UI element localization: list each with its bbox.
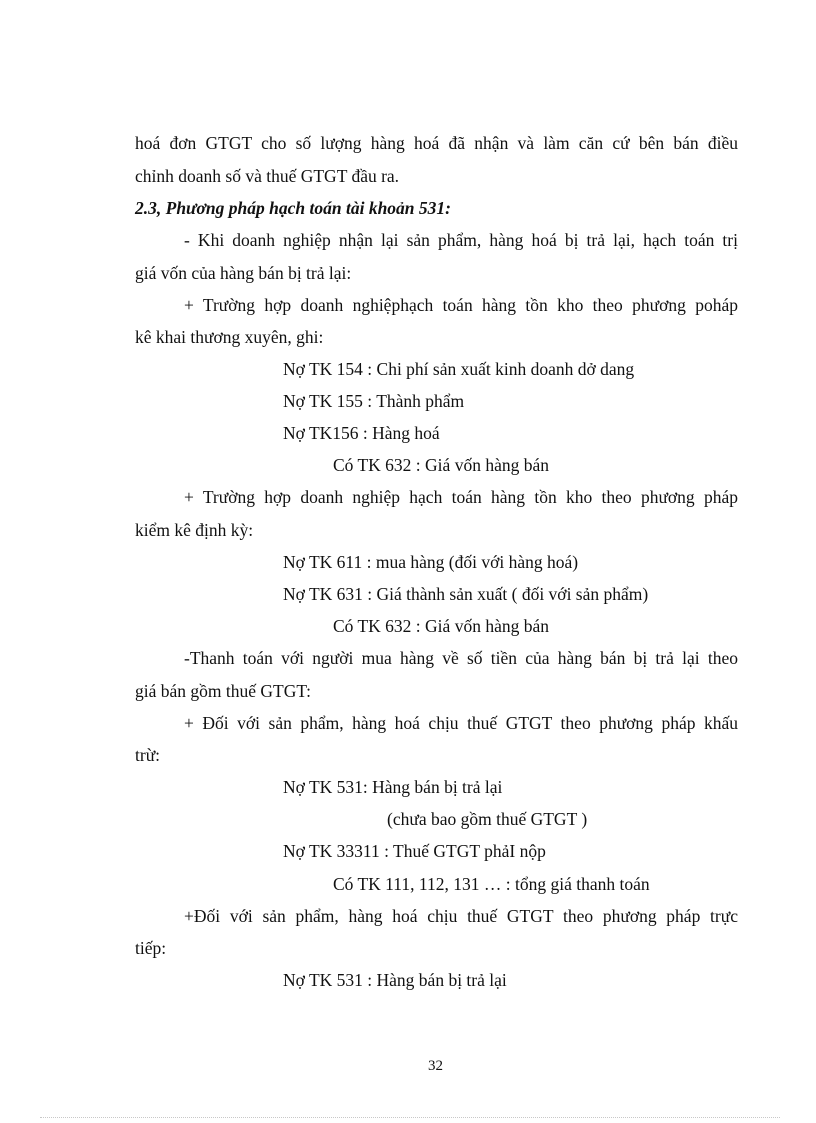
paragraph-5-line-2: giá bán gồm thuế GTGT: xyxy=(135,681,312,701)
entry-co-tk-111-112-131: Có TK 111, 112, 131 … : tổng giá thanh toán xyxy=(333,874,650,894)
paragraph-1-line-2: chỉnh doanh số và thuế GTGT đầu ra. xyxy=(135,166,400,186)
entry-no-tk-156: Nợ TK156 : Hàng hoá xyxy=(283,423,440,443)
section-heading: 2.3, Phương pháp hạch toán tài khoản 531: xyxy=(135,198,451,218)
paragraph-3-line-2: kê khai thương xuyên, ghi: xyxy=(135,327,324,347)
paragraph-2-line-2: giá vốn của hàng bán bị trả lại: xyxy=(135,263,352,283)
paragraph-7-line-2: tiếp: xyxy=(135,938,167,958)
page-number: 32 xyxy=(428,1058,443,1074)
paragraph-2-line-1: - Khi doanh nghiệp nhận lại sản phẩm, hàng hoá bị trả lại, hạch toán trị xyxy=(184,230,738,250)
paragraph-5-line-1: -Thanh toán với người mua hàng về số tiền của hàng bán bị trả lại theo xyxy=(184,648,738,668)
entry-no-tk-531: Nợ TK 531: Hàng bán bị trả lại xyxy=(283,777,503,797)
entry-no-tk-155: Nợ TK 155 : Thành phẩm xyxy=(283,391,465,411)
paragraph-3-line-1: + Trường hợp doanh nghiệphạch toán hàng tồn kho theo phương poháp xyxy=(184,295,738,315)
entry-no-tk-631: Nợ TK 631 : Giá thành sản xuất ( đối với sản phẩm) xyxy=(283,584,649,604)
paragraph-1-line-1: hoá đơn GTGT cho số lượng hàng hoá đã nhận và làm căn cứ bên bán điều xyxy=(135,133,738,153)
paragraph-6-line-1: + Đối với sản phẩm, hàng hoá chịu thuế GTGT theo phương pháp khấu xyxy=(184,713,738,733)
entry-co-tk-632: Có TK 632 : Giá vốn hàng bán xyxy=(333,455,549,475)
entry-no-tk-531-b: Nợ TK 531 : Hàng bán bị trả lại xyxy=(283,970,507,990)
entry-no-tk-611: Nợ TK 611 : mua hàng (đối với hàng hoá) xyxy=(283,552,579,572)
paragraph-7-line-1: +Đối với sản phẩm, hàng hoá chịu thuế GTGT theo phương pháp trực xyxy=(184,906,738,926)
entry-note-excluding-vat: (chưa bao gồm thuế GTGT ) xyxy=(387,809,588,829)
entry-no-tk-154: Nợ TK 154 : Chi phí sản xuất kinh doanh dở dang xyxy=(283,359,635,379)
paragraph-4-line-1: + Trường hợp doanh nghiệp hạch toán hàng tồn kho theo phương pháp xyxy=(184,487,738,507)
entry-co-tk-632-b: Có TK 632 : Giá vốn hàng bán xyxy=(333,616,549,636)
paragraph-6-line-2: trừ: xyxy=(135,745,161,765)
paragraph-4-line-2: kiểm kê định kỳ: xyxy=(135,520,254,540)
entry-no-tk-33311: Nợ TK 33311 : Thuế GTGT phảI nộp xyxy=(283,841,546,861)
page-bottom-divider xyxy=(40,1117,780,1118)
